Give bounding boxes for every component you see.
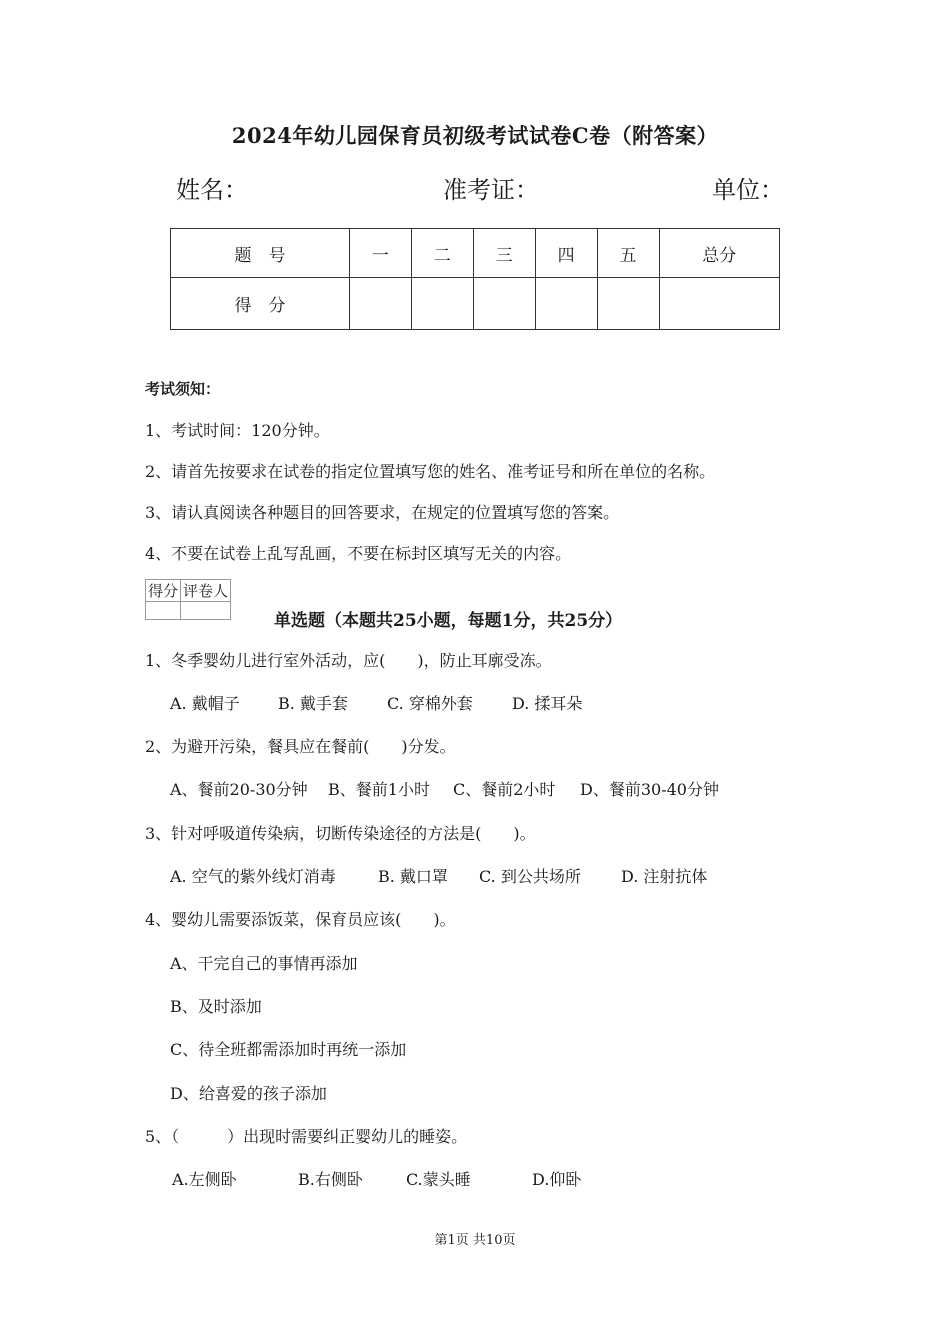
notice-item: 3、请认真阅读各种题目的回答要求，在规定的位置填写您的答案。 <box>145 503 620 522</box>
question-option: A. 戴帽子 <box>170 694 240 713</box>
score-cell <box>659 278 779 330</box>
score-table-score-row <box>171 278 780 330</box>
question-option: A. 空气的紫外线灯消毒 <box>170 867 336 886</box>
score-cell <box>535 278 597 330</box>
question-option: B. 戴手套 <box>278 694 348 713</box>
score-cell <box>349 278 411 330</box>
page-footer: 第1页 共10页 <box>434 1233 516 1248</box>
question-option: C. 穿棉外套 <box>387 694 473 713</box>
section-title: 单选题（本题共25小题，每题1分，共25分） <box>274 611 623 631</box>
score-table-header-row <box>171 229 780 278</box>
question-option: C. 到公共场所 <box>479 867 581 886</box>
score-table-header-cell: 四 <box>535 229 597 278</box>
score-table-header-cell: 三 <box>473 229 535 278</box>
grader-name-cell <box>181 602 231 620</box>
notice-item: 2、请首先按要求在试卷的指定位置填写您的姓名、准考证号和所在单位的名称。 <box>145 462 716 481</box>
score-table-header-cell: 一 <box>349 229 411 278</box>
grader-score-cell <box>146 602 181 620</box>
grader-name-label: 评卷人 <box>181 580 231 602</box>
score-row-label: 得 分 <box>171 278 350 330</box>
question-option: A、干完自己的事情再添加 <box>170 954 358 973</box>
question-option: C、餐前2小时 <box>453 780 556 799</box>
grader-score-label: 得分 <box>146 580 181 602</box>
score-table-header-cell: 总分 <box>659 229 779 278</box>
score-cell <box>473 278 535 330</box>
question-stem: 1、冬季婴幼儿进行室外活动，应( )，防止耳廓受冻。 <box>145 651 552 670</box>
question-option: C.蒙头睡 <box>406 1170 471 1189</box>
unit-label: 单位： <box>712 176 784 204</box>
question-option: A、餐前20-30分钟 <box>170 780 308 799</box>
score-table-header-cell: 五 <box>597 229 659 278</box>
question-option: D. 注射抗体 <box>621 867 708 886</box>
question-stem: 5、（ ）出现时需要纠正婴幼儿的睡姿。 <box>145 1127 468 1146</box>
score-table-header-cell: 二 <box>411 229 473 278</box>
question-option: D、给喜爱的孩子添加 <box>170 1084 327 1103</box>
notice-item: 1、考试时间：120分钟。 <box>145 421 330 440</box>
score-table-header-cell: 题 号 <box>171 229 350 278</box>
score-table <box>170 228 780 330</box>
score-cell <box>597 278 659 330</box>
name-label: 姓名： <box>176 176 248 204</box>
question-option: B.右侧卧 <box>298 1170 363 1189</box>
score-cell <box>411 278 473 330</box>
question-option: D.仰卧 <box>532 1170 582 1189</box>
question-stem: 3、针对呼吸道传染病，切断传染途径的方法是( )。 <box>145 824 536 843</box>
question-option: B、及时添加 <box>170 997 262 1016</box>
question-option: C、待全班都需添加时再统一添加 <box>170 1040 407 1059</box>
question-option: B、餐前1小时 <box>328 780 430 799</box>
question-option: A.左侧卧 <box>172 1170 237 1189</box>
exam-id-label: 准考证： <box>443 176 539 204</box>
page-title: 2024年幼儿园保育员初级考试试卷C卷（附答案） <box>231 123 719 148</box>
question-stem: 2、为避开污染，餐具应在餐前( )分发。 <box>145 737 456 756</box>
question-option: D、餐前30-40分钟 <box>580 780 719 799</box>
notice-item: 4、不要在试卷上乱写乱画，不要在标封区填写无关的内容。 <box>145 544 572 563</box>
grader-box <box>145 579 231 620</box>
notice-heading: 考试须知： <box>145 380 221 398</box>
question-stem: 4、婴幼儿需要添饭菜，保育员应该( )。 <box>145 910 456 929</box>
question-option: D. 揉耳朵 <box>512 694 583 713</box>
question-option: B. 戴口罩 <box>378 867 448 886</box>
